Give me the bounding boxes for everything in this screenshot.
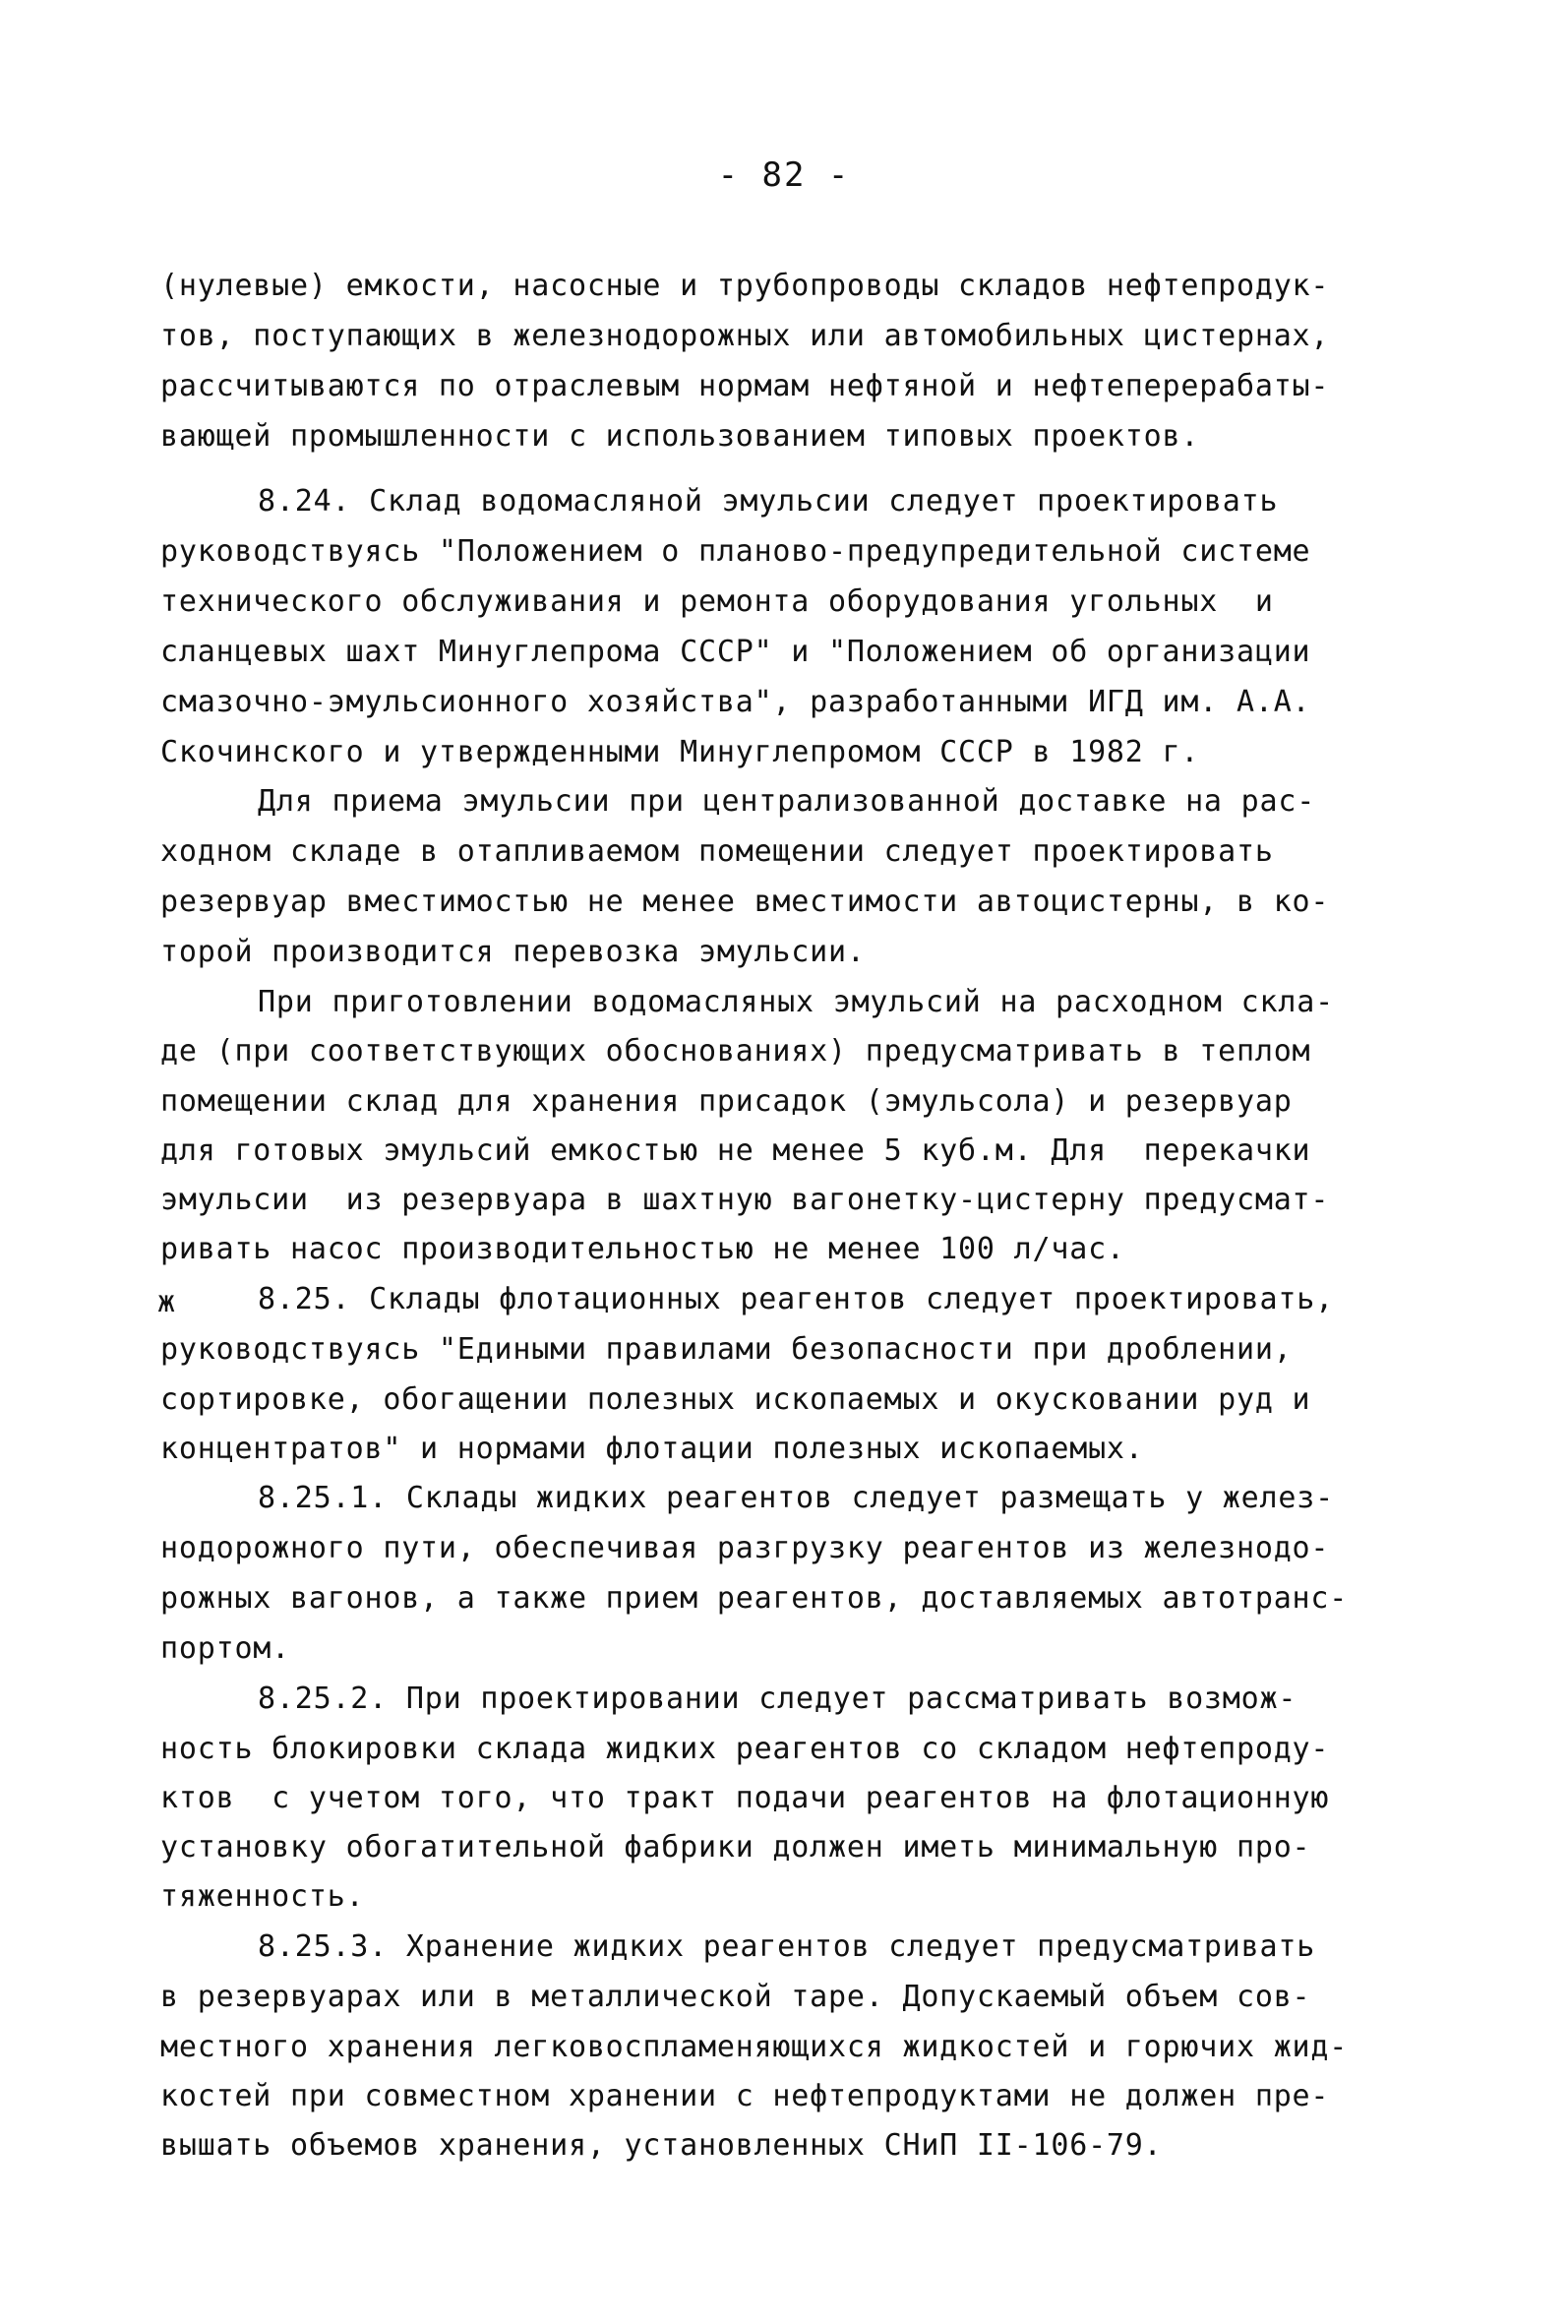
page-number: - 82 -: [717, 155, 851, 195]
text-line: ривать насос производительностью не менее 100 л/час.: [160, 1232, 1125, 1266]
text-line: тяженность.: [160, 1879, 365, 1914]
text-line: портом.: [160, 1631, 291, 1666]
text-line: руководствуясь "Едиными правилами безопасности при дроблении,: [160, 1332, 1293, 1367]
text-line: ктов с учетом того, что тракт подачи реагентов на флотационную: [160, 1781, 1330, 1815]
text-line: сланцевых шахт Минуглепрома СССР" и "Положением об организации: [160, 635, 1311, 669]
text-line: резервуар вместимостью не менее вместимости автоцистерны, в ко-: [160, 885, 1330, 919]
text-line: (нулевые) емкости, насосные и трубопроводы складов нефтепродук-: [160, 269, 1330, 303]
text-line: 8.24. Склад водомасляной эмульсии следует проектировать: [258, 484, 1279, 519]
text-line: рожных вагонов, а также прием реагентов, доставляемых автотранс-: [160, 1581, 1349, 1616]
text-line: Скочинского и утвержденными Минуглепромом СССР в 1982 г.: [160, 735, 1200, 769]
text-line: торой производится перевозка эмульсии.: [160, 935, 866, 969]
text-line: костей при совместном хранении с нефтепродуктами не должен пре-: [160, 2079, 1330, 2113]
text-line: для готовых эмульсий емкостью не менее 5 куб.м. Для перекачки: [160, 1133, 1311, 1168]
text-line: тов, поступающих в железнодорожных или автомобильных цистернах,: [160, 319, 1330, 353]
text-line: 8.25.1. Склады жидких реагентов следует размещать у желез-: [258, 1481, 1334, 1515]
text-line: 8.25.3. Хранение жидких реагентов следует предусматривать: [258, 1929, 1316, 1964]
text-line: сортировке, обогащении полезных ископаемых и окусковании руд и: [160, 1382, 1311, 1417]
text-line: установку обогатительной фабрики должен иметь минимальную про-: [160, 1830, 1311, 1865]
text-line: ходном складе в отапливаемом помещении следует проектировать: [160, 834, 1274, 869]
text-line: Для приема эмульсии при централизованной доставке на рас-: [258, 784, 1316, 819]
text-line: 8.25.2. При проектировании следует рассматривать возмож-: [258, 1682, 1297, 1716]
text-line: При приготовлении водомасляных эмульсий на расходном скла-: [258, 985, 1334, 1019]
text-line: концентратов" и нормами флотации полезных ископаемых.: [160, 1432, 1144, 1466]
text-line: смазочно-эмульсионного хозяйства", разработанными ИГД им. А.А.: [160, 685, 1311, 719]
text-line: ность блокировки склада жидких реагентов со складом нефтепроду-: [160, 1732, 1330, 1766]
text-line: эмульсии из резервуара в шахтную вагонетку-цистерну предусмат-: [160, 1183, 1330, 1217]
text-line: рассчитываются по отраслевым нормам нефтяной и нефтеперерабаты-: [160, 369, 1330, 403]
footnote-mark: ж: [157, 1285, 176, 1319]
text-line: вышать объемов хранения, установленных СНиП II-106-79.: [160, 2128, 1163, 2163]
text-line: нодорожного пути, обеспечивая разгрузку реагентов из железнодо-: [160, 1531, 1330, 1565]
text-line: 8.25. Склады флотационных реагентов следует проектировать,: [258, 1282, 1334, 1316]
text-line: помещении склад для хранения присадок (эмульсола) и резервуар: [160, 1084, 1293, 1119]
text-line: местного хранения легковоспламеняющихся жидкостей и горючих жид-: [160, 2030, 1349, 2064]
text-line: руководствуясь "Положением о планово-предупредительной системе: [160, 534, 1311, 569]
text-line: де (при соответствующих обоснованиях) предусматривать в теплом: [160, 1034, 1311, 1069]
text-line: технического обслуживания и ремонта оборудования угольных и: [160, 584, 1274, 619]
text-line: вающей промышленности с использованием типовых проектов.: [160, 419, 1200, 454]
text-line: в резервуарах или в металлической таре. Допускаемый объем сов-: [160, 1980, 1311, 2014]
